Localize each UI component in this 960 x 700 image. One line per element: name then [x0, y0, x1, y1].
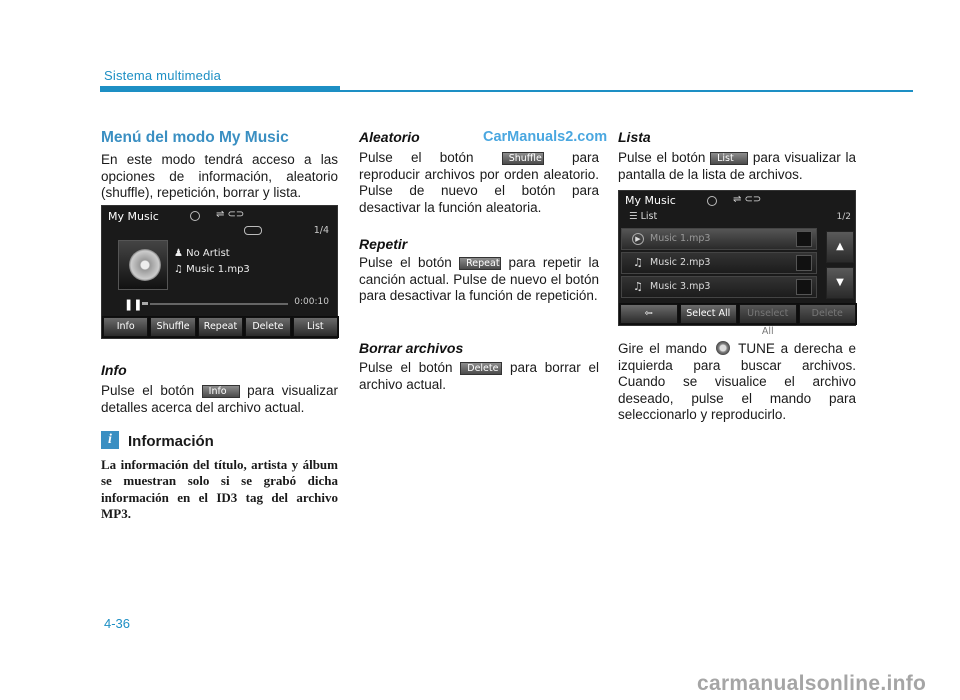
- header-rule-thin: [340, 90, 913, 92]
- scroll-down-button[interactable]: ▼: [826, 267, 854, 299]
- back-arrow-icon: ⇦: [644, 308, 653, 319]
- list-screen: [618, 190, 856, 337]
- info-text-before: Pulse el botón: [101, 383, 195, 398]
- delete-inline-button: Delete: [460, 362, 502, 375]
- lista-text-before: Pulse el botón: [618, 150, 706, 165]
- repetir-text-after: para repetir la canción actual. Pulse de nuevo el botón para desactivar la función de repetición.: [359, 255, 599, 303]
- list-item[interactable]: [621, 276, 817, 298]
- usb-icon: ⇌ ⊂⊃: [733, 194, 762, 205]
- lista-paragraph: [618, 150, 856, 183]
- album-art: [118, 240, 168, 290]
- aleatorio-text-before: Pulse el botón: [359, 150, 474, 165]
- list-button-bar: [619, 303, 857, 337]
- watermark-bottom: carmanualsonline.info: [697, 672, 927, 695]
- screen-button-bar: [102, 316, 339, 338]
- select-all-button[interactable]: Select All: [680, 304, 738, 324]
- list-label: List: [640, 211, 658, 222]
- tune-paragraph: [618, 341, 856, 424]
- info-button[interactable]: Info: [103, 317, 148, 337]
- borrar-text-before: Pulse el botón: [359, 360, 453, 375]
- list-item-label: Music 1.mp3: [650, 233, 711, 244]
- shuffle-button[interactable]: Shuffle: [150, 317, 195, 337]
- section-heading-my-music: Menú del modo My Music: [101, 129, 289, 146]
- back-button[interactable]: [620, 304, 678, 324]
- cd-icon: [129, 249, 161, 281]
- item-checkbox[interactable]: [796, 279, 812, 295]
- song-name: Music 1.mp3: [186, 264, 250, 275]
- scroll-up-button[interactable]: ▲: [826, 231, 854, 263]
- info-inline-button: Info: [202, 385, 240, 398]
- info-badge-icon: i: [101, 431, 119, 449]
- usb-icon: ⇌ ⊂⊃: [216, 209, 245, 220]
- music-note-icon: ♫: [633, 256, 643, 269]
- list-screen-title: My Music: [625, 194, 676, 207]
- progress-bar[interactable]: [150, 303, 288, 305]
- info-heading: Info: [101, 362, 127, 378]
- list-item-label: Music 2.mp3: [650, 257, 711, 268]
- person-icon: ♟: [174, 248, 183, 259]
- repeat-button[interactable]: Repeat: [198, 317, 243, 337]
- track-counter: 1/4: [313, 225, 329, 236]
- header-rule-thick: [100, 86, 340, 92]
- borrar-paragraph: [359, 360, 599, 393]
- delete-list-button[interactable]: Delete: [799, 304, 857, 324]
- unselect-all-button[interactable]: Unselect All: [739, 304, 797, 324]
- artist-name: No Artist: [186, 248, 230, 259]
- screen-title: My Music: [108, 210, 159, 223]
- repeat-mode-icon: [244, 226, 262, 235]
- list-item[interactable]: [621, 228, 817, 250]
- borrar-heading: Borrar archivos: [359, 340, 464, 356]
- list-button[interactable]: List: [293, 317, 338, 337]
- note-text: La información del título, artista y álbum se muestran solo si se grabó dicha información en el ID3 tag del archivo MP3.: [101, 457, 338, 522]
- music-note-icon: ♫: [174, 264, 183, 275]
- aleatorio-heading: Aleatorio: [359, 129, 420, 145]
- music-note-icon: ♫: [633, 280, 643, 293]
- repetir-text-before: Pulse el botón: [359, 255, 452, 270]
- delete-button[interactable]: Delete: [245, 317, 290, 337]
- tune-text-after: TUNE a derecha e izquierda para buscar archivos. Cuando se visualice el archivo deseado, pulse el mando para seleccionarlo y reproducirlo.: [618, 341, 856, 422]
- list-inline-button: List: [710, 152, 748, 165]
- aleatorio-text-after: para reproducir archivos por orden aleatorio. Pulse de nuevo el botón para desactivar la función aleatoria.: [359, 150, 599, 215]
- play-icon: ▶: [632, 233, 644, 245]
- list-item-label: Music 3.mp3: [650, 281, 711, 292]
- page-number: 4-36: [104, 616, 131, 631]
- item-checkbox[interactable]: [796, 255, 812, 271]
- elapsed-time: 0:00:10: [294, 297, 329, 307]
- disc-status-icon: [707, 196, 717, 206]
- watermark-top: CarManuals2.com: [483, 129, 608, 145]
- artist-row: [174, 248, 230, 259]
- shuffle-inline-button: Shuffle: [502, 152, 544, 165]
- song-row: [174, 264, 250, 275]
- item-checkbox[interactable]: [796, 231, 812, 247]
- tune-text-before: Gire el mando: [618, 341, 707, 356]
- progress-start: [142, 302, 148, 305]
- note-title: Información: [128, 433, 214, 450]
- info-paragraph: [101, 383, 338, 416]
- disc-status-icon: [190, 211, 200, 221]
- repeat-inline-button: Repeat: [459, 257, 501, 270]
- lista-text-after: para visualizar la pantalla de la lista de archivos.: [618, 150, 856, 182]
- list-icon: ☰: [629, 211, 638, 222]
- pause-icon[interactable]: ❚❚: [124, 298, 143, 311]
- section-title: Sistema multimedia: [104, 68, 222, 83]
- lista-heading: Lista: [618, 129, 651, 145]
- info-text-after: para visualizar detalles acerca del archivo actual.: [101, 383, 338, 415]
- intro-paragraph: En este modo tendrá acceso a las opciones de información, aleatorio (shuffle), repetición, borrar y lista.: [101, 152, 338, 200]
- page-counter: 1/2: [836, 212, 851, 222]
- list-item[interactable]: [621, 252, 817, 274]
- my-music-screen: [101, 205, 338, 339]
- repetir-paragraph: [359, 255, 599, 305]
- list-label-row: [629, 211, 657, 222]
- repetir-heading: Repetir: [359, 236, 408, 252]
- borrar-text-after: para borrar el archivo actual.: [359, 360, 599, 392]
- tune-knob-icon: [716, 341, 730, 355]
- aleatorio-paragraph: [359, 150, 599, 216]
